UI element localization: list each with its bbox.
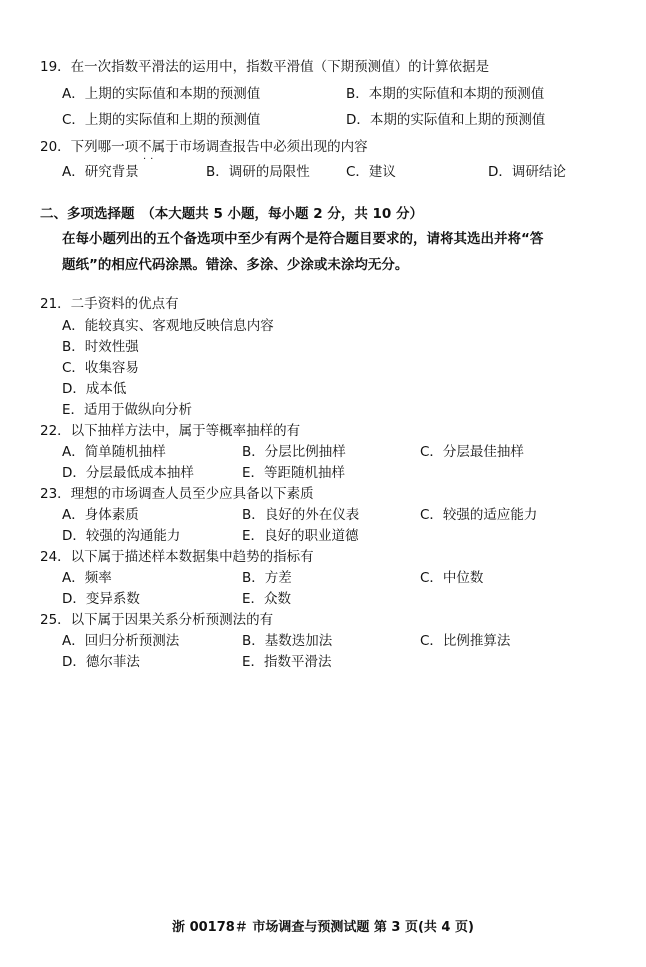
question-20-stem: 20．下列哪一项不属于市场调查报告中必须出现的内容 [40,139,368,155]
q23-option-b: B．良好的外在仪表 [242,507,360,523]
q19-option-a: A．上期的实际值和本期的预测值 [62,86,261,102]
q24-option-b: B．方差 [242,570,292,586]
question-19-stem: 19．在一次指数平滑法的运用中，指数平滑值（下期预测值）的计算依据是 [40,59,490,75]
q24-option-e: E．众数 [242,591,292,607]
question-22-stem: 22．以下抽样方法中，属于等概率抽样的有 [40,423,301,439]
q20-option-d: D．调研结论 [488,164,566,180]
q25-option-c: C．比例推算法 [420,633,511,649]
q21-option-d: D．成本低 [62,381,127,397]
section-2-heading: 二、多项选择题 （本大题共 5 小题，每小题 2 分，共 10 分） [40,206,424,222]
q22-option-b: B．分层比例抽样 [242,444,346,460]
q19-option-d: D．本期的实际值和上期的预测值 [346,112,546,128]
q20-option-c: C．建议 [346,164,396,180]
q25-option-b: B．基数迭加法 [242,633,333,649]
q21-option-e: E．适用于做纵向分析 [62,402,193,418]
q19-option-c: C．上期的实际值和上期的预测值 [62,112,261,128]
q24-option-c: C．中位数 [420,570,484,586]
question-25-stem: 25．以下属于因果关系分析预测法的有 [40,612,274,628]
section-2-instructions-line2: 题纸”的相应代码涂黑。错涂、多涂、少涂或未涂均无分。 [62,257,409,273]
q21-option-a: A．能较真实、客观地反映信息内容 [62,318,274,334]
q23-option-e: E．良好的职业道德 [242,528,359,544]
q20-option-b: B．调研的局限性 [206,164,310,180]
q20-option-a: A．研究背景 [62,164,139,180]
q25-option-e: E．指数平滑法 [242,654,332,670]
q22-option-a: A．简单随机抽样 [62,444,166,460]
q24-option-d: D．变异系数 [62,591,140,607]
q22-option-c: C．分层最佳抽样 [420,444,524,460]
question-23-stem: 23．理想的市场调查人员至少应具备以下素质 [40,486,314,502]
q21-option-c: C．收集容易 [62,360,139,376]
q22-option-d: D．分层最低成本抽样 [62,465,194,481]
emphasis-dots: ·· [143,154,158,165]
q23-option-c: C．较强的适应能力 [420,507,538,523]
q21-option-b: B．时效性强 [62,339,139,355]
question-21-stem: 21．二手资料的优点有 [40,296,179,312]
q23-option-a: A．身体素质 [62,507,139,523]
q22-option-e: E．等距随机抽样 [242,465,346,481]
section-2-instructions-line1: 在每小题列出的五个备选项中至少有两个是符合题目要求的，请将其选出并将“答 [62,231,544,247]
q25-option-a: A．回归分析预测法 [62,633,180,649]
q19-option-b: B．本期的实际值和本期的预测值 [346,86,545,102]
q24-option-a: A．频率 [62,570,112,586]
q23-option-d: D．较强的沟通能力 [62,528,181,544]
q25-option-d: D．德尔菲法 [62,654,140,670]
question-24-stem: 24．以下属于描述样本数据集中趋势的指标有 [40,549,314,565]
page-footer: 浙 00178＃ 市场调查与预测试题 第 3 页(共 4 页) [172,920,474,935]
